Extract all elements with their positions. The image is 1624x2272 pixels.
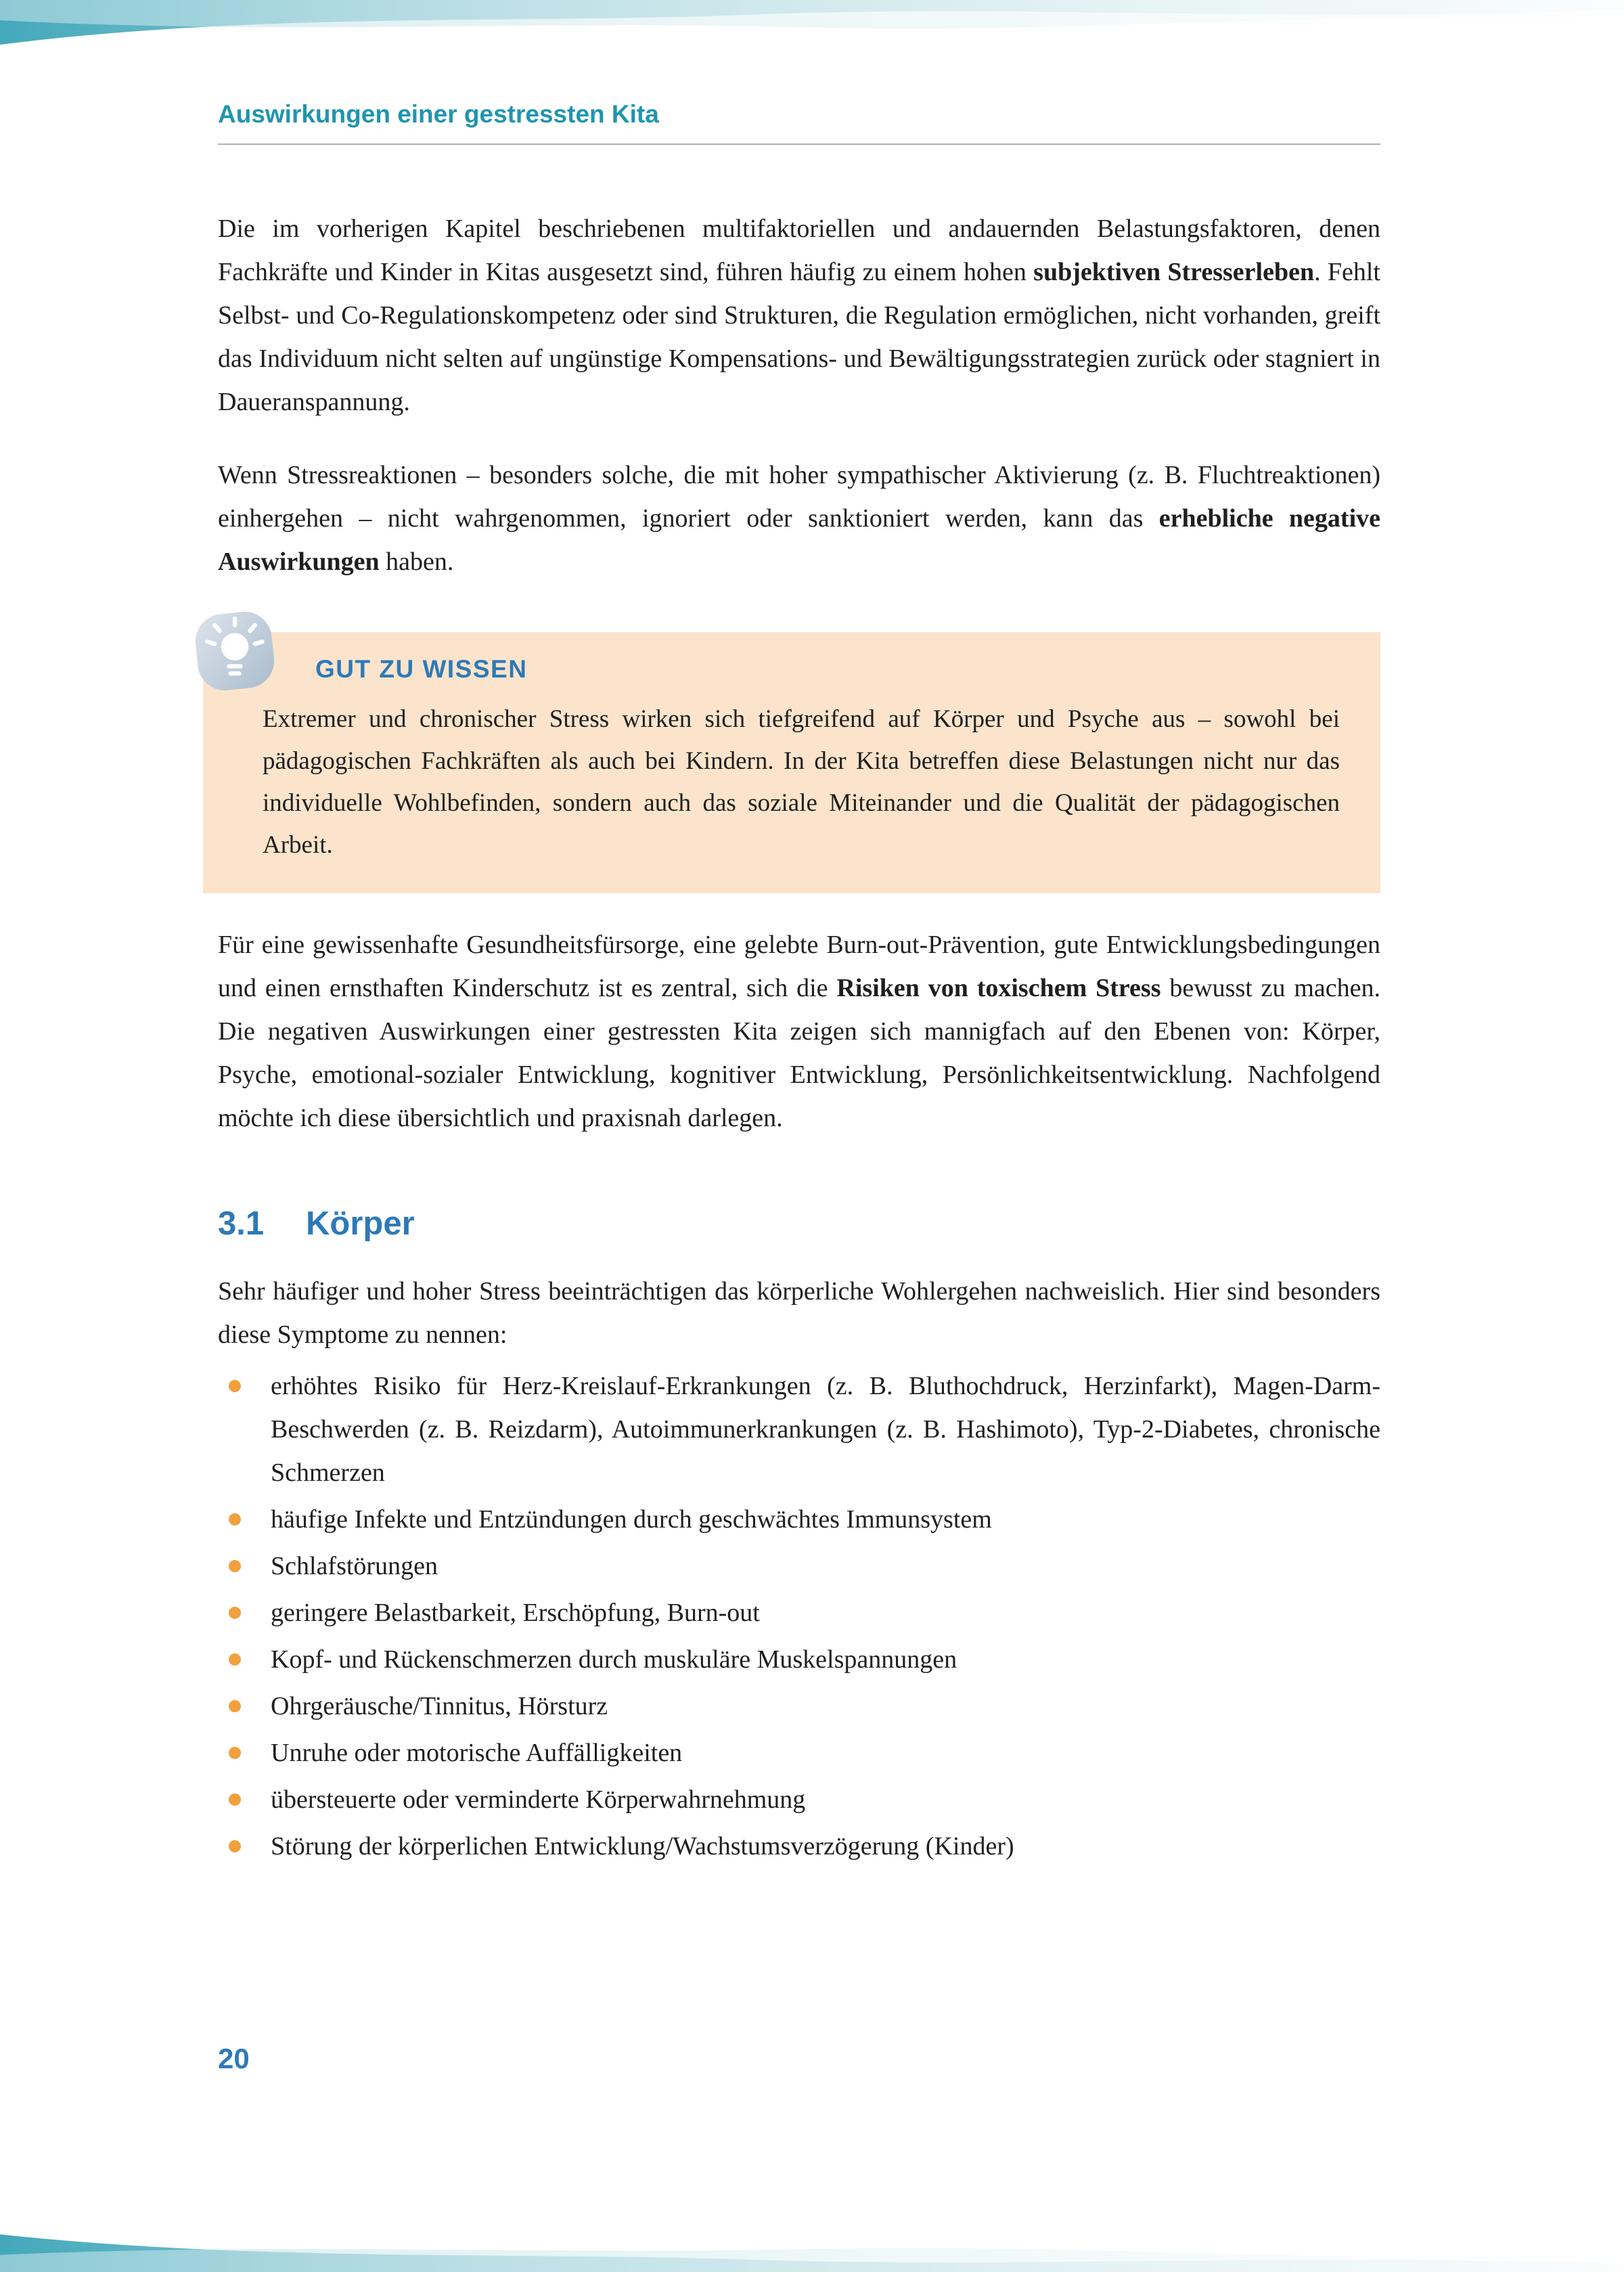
paragraph-intro-3: Für eine gewissenhafte Gesundheitsfürsorge, eine gelebte Burn-out-Prävention, gute Entwicklungsbedingungen und einen ernsthaften Kinderschutz ist es zentral, sich die Risiken von toxischem Stress bewusst zu machen. Die negativen Auswirkungen einer gestressten Kita zeigen sich mannigfach auf den Ebenen von: Körper, Psyche, emotional-sozialer Entwicklung, kognitiver Entwicklung, Persönlichkeitsentwicklung. Nachfolgend möchte ich diese übersichtlich und praxisnah darlegen. bbox=[218, 931, 1381, 1132]
bullet-icon bbox=[229, 1653, 241, 1666]
bullet-icon bbox=[229, 1840, 241, 1852]
bullet-icon bbox=[229, 1747, 241, 1759]
list-item-text: übersteuerte oder verminderte Körperwahrnehmung bbox=[271, 1785, 806, 1814]
section-intro: Sehr häufiger und hoher Stress beeinträchtigen das körperliche Wohlergehen nachweislich. Hier sind besonders diese Symptome zu nennen: bbox=[218, 1277, 1380, 1349]
bullet-icon bbox=[229, 1560, 241, 1572]
list-item bbox=[218, 1498, 1380, 1541]
list-item bbox=[218, 1364, 1380, 1494]
list-item bbox=[218, 1778, 1380, 1821]
list-item-text: geringere Belastbarkeit, Erschöpfung, Burn-out bbox=[271, 1599, 760, 1627]
section-heading bbox=[218, 1205, 1380, 1243]
list-item-text: Unruhe oder motorische Auffälligkeiten bbox=[271, 1739, 683, 1767]
bullet-icon bbox=[229, 1380, 241, 1392]
bullet-icon bbox=[229, 1607, 241, 1619]
symptom-list bbox=[218, 1364, 1380, 1868]
list-item bbox=[218, 1544, 1380, 1588]
list-item bbox=[218, 1638, 1380, 1681]
list-item bbox=[218, 1731, 1380, 1775]
lightbulb-icon bbox=[191, 608, 278, 694]
page-content bbox=[218, 0, 1380, 1868]
list-item-text: Störung der körperlichen Entwicklung/Wachstumsverzögerung (Kinder) bbox=[271, 1832, 1014, 1861]
bullet-icon bbox=[229, 1513, 241, 1525]
list-item bbox=[218, 1591, 1380, 1634]
bullet-icon bbox=[229, 1700, 241, 1712]
list-item bbox=[218, 1685, 1380, 1728]
page-number: 20 bbox=[218, 2043, 250, 2074]
header-rule bbox=[218, 143, 1380, 145]
list-item-text: häufige Infekte und Entzündungen durch geschwächtes Immunsystem bbox=[271, 1505, 992, 1534]
list-item-text: Schlafstörungen bbox=[271, 1552, 438, 1580]
bullet-icon bbox=[229, 1794, 241, 1806]
section-title: Körper bbox=[306, 1205, 415, 1242]
list-item-text: Kopf- und Rückenschmerzen durch muskuläre Muskelspannungen bbox=[271, 1645, 957, 1674]
info-box-title: GUT ZU WISSEN bbox=[315, 655, 528, 683]
paragraph-intro-1: Die im vorherigen Kapitel beschriebenen multifaktoriellen und andauernden Belastungsfaktoren, denen Fachkräfte und Kinder in Kitas ausgesetzt sind, führen häufig zu einem hohen subjektiven Stresserleben. Fehlt Selbst- und Co-Regulationskompetenz oder sind Strukturen, die Regulation ermöglichen, nicht vorhanden, greift das Individuum nicht selten auf ungünstige Kompensations- und Bewältigungsstrategien zurück oder stagniert in Daueranspannung. bbox=[218, 215, 1380, 416]
list-item bbox=[218, 1825, 1380, 1868]
info-box bbox=[203, 632, 1380, 893]
paragraph-intro-2: Wenn Stressreaktionen – besonders solche, die mit hoher sympathischer Aktivierung (z. B. Fluchtreaktionen) einhergehen – nicht wahrgenommen, ignoriert oder sanktioniert werden, kann das erhebliche negative Auswirkungen haben. bbox=[218, 461, 1380, 576]
running-header: Auswirkungen einer gestressten Kita bbox=[218, 100, 659, 128]
list-item-text: erhöhtes Risiko für Herz-Kreislauf-Erkrankungen (z. B. Bluthochdruck, Herzinfarkt), Magen-Darm-Beschwerden (z. B. Reizdarm), Autoimmunerkrankungen (z. B. Hashimoto), Typ-2-Diabetes, chronische Schmerzen bbox=[271, 1372, 1380, 1487]
section-number: 3.1 bbox=[218, 1205, 265, 1242]
info-box-text: Extremer und chronischer Stress wirken sich tiefgreifend auf Körper und Psyche aus – sowohl bei pädagogischen Fachkräften als auch bei Kindern. In der Kita betreffen diese Belastungen nicht nur das individuelle Wohlbefinden, sondern auch das soziale Miteinander und die Qualität der pädagogischen Arbeit. bbox=[263, 705, 1340, 859]
list-item-text: Ohrgeräusche/Tinnitus, Hörsturz bbox=[271, 1692, 608, 1720]
bottom-wave-decoration bbox=[0, 2218, 1624, 2272]
